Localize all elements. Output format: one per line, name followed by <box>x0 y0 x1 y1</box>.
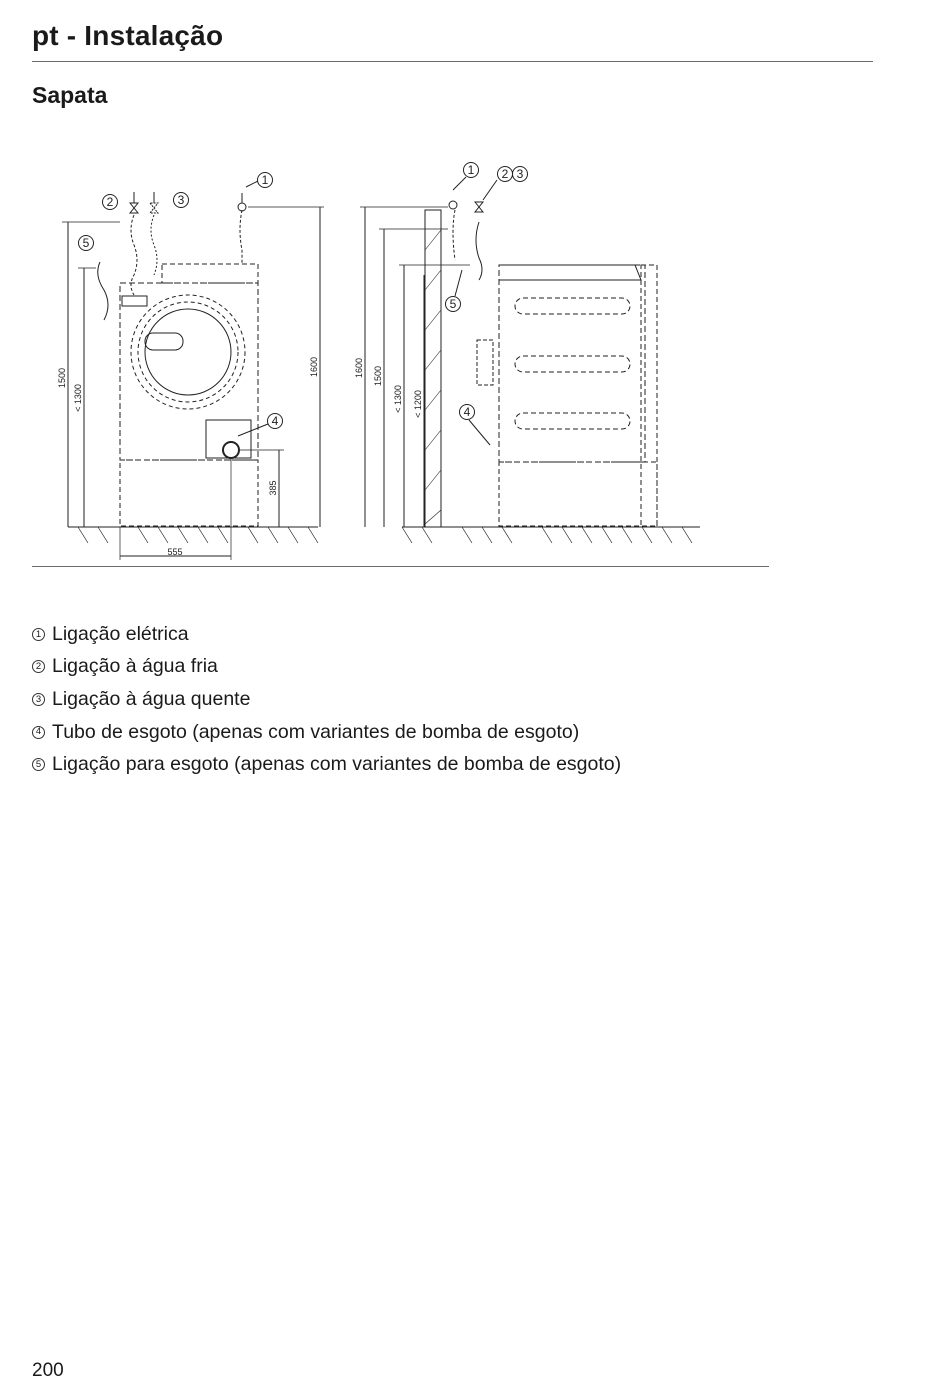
front-dim-385: 385 <box>268 480 278 496</box>
callout-5-front: 5 <box>82 236 90 250</box>
legend-number: 5 <box>32 758 45 771</box>
legend-number: 2 <box>32 660 45 673</box>
callout-4-side: 4 <box>463 405 471 419</box>
callout-1-front: 1 <box>261 173 269 187</box>
side-dim-1500: 1500 <box>373 365 383 387</box>
callout-1-side: 1 <box>467 163 475 177</box>
side-dim-1300: < 1300 <box>393 385 403 413</box>
front-dim-1500: 1500 <box>57 367 67 389</box>
legend-text: Ligação à água quente <box>52 687 251 710</box>
front-dim-1300: < 1300 <box>73 384 83 412</box>
legend-item <box>32 618 621 651</box>
legend-text: Tubo de esgoto (apenas com variantes de bomba de esgoto) <box>52 720 580 743</box>
figure-divider <box>32 566 769 567</box>
front-dim-555: 555 <box>167 547 183 557</box>
side-dim-1600: 1600 <box>354 357 364 379</box>
callout-3-front: 3 <box>177 193 185 207</box>
legend-number: 1 <box>32 628 45 641</box>
legend-text: Ligação elétrica <box>52 622 189 645</box>
legend-text: Ligação à água fria <box>52 655 218 678</box>
installation-diagram <box>0 0 950 600</box>
legend-item <box>32 683 621 716</box>
side-dim-1200: < 1200 <box>413 390 423 418</box>
callout-3-side: 3 <box>516 167 524 181</box>
front-view <box>62 181 324 560</box>
page-header-title: pt - Instalação <box>32 20 224 51</box>
front-dim-1600: 1600 <box>309 356 319 378</box>
callout-2-front: 2 <box>106 195 114 209</box>
page-number: 200 <box>32 1360 64 1381</box>
legend-text: Ligação para esgoto (apenas com variantes de bomba de esgoto) <box>52 753 622 776</box>
callout-2-side: 2 <box>501 167 509 181</box>
section-title: Sapata <box>32 82 108 108</box>
legend-item <box>32 651 621 684</box>
callout-5-side: 5 <box>449 297 457 311</box>
legend-list <box>32 618 621 781</box>
side-view <box>360 177 700 543</box>
legend-item <box>32 748 621 781</box>
legend-item <box>32 716 621 749</box>
legend-number: 4 <box>32 726 45 739</box>
callout-4-front: 4 <box>271 414 279 428</box>
legend-number: 3 <box>32 693 45 706</box>
